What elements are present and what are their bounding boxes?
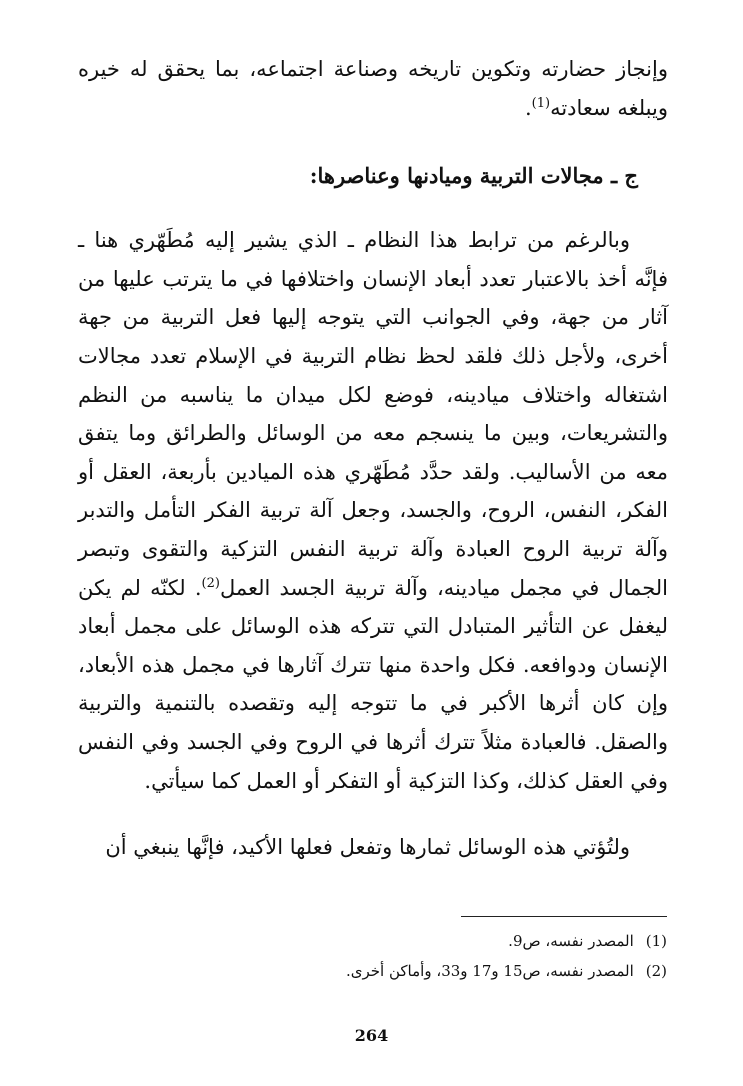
- footnote-divider: [461, 916, 667, 917]
- opening-paragraph-tail: .: [524, 95, 532, 120]
- footnote-2-number: (2): [645, 962, 667, 980]
- footnote-2-text: المصدر نفسه، ص15 و17 و33، وأماكن أخرى.: [346, 962, 634, 980]
- opening-paragraph-text: وإنجاز حضارته وتكوين تاريخه وصناعة اجتماعه، بما يحقق له خيره ويبلغه سعادته: [78, 57, 668, 120]
- page-number: 264: [354, 1026, 389, 1045]
- footnotes: [77, 926, 667, 986]
- footnote-2: [77, 956, 667, 986]
- page-body: [78, 50, 668, 867]
- footnote-1: [77, 926, 667, 956]
- section-heading: ج ـ مجالات التربية وميادنها وعناصرها:: [309, 163, 638, 189]
- opening-paragraph: [78, 50, 668, 127]
- footnote-1-number: (1): [645, 932, 667, 950]
- main-paragraph-part1: وبالرغم من ترابط هذا النظام ـ الذي يشير إليه مُطَهّري هنا ـ فإنَّه أخذ بالاعتبار تعدد أبعاد الإنسان واختلافها في ما يترتب عليها من آثار من جهة، وفي الجوانب التي يتوجه إليها فعل التربية من جهة أخرى، ولأجل ذلك فلقد لحظ نظام التربية في الإسلام تعدد مجالات اشتغاله واختلاف ميادينه، فوضع لكل ميدان ما يناسبه من النظم والتشريعات، وبين ما ينسجم معه من الوسائل والطرائق وما يتفق معه من الأساليب. ولقد حدَّد مُطَهّري هذه الميادين بأربعة، العقل أو الفكر، النفس، الروح، والجسد، وجعل آلة تربية الفكر التأمل والتدبر وآلة تربية الروح العبادة وآلة تربية النفس التزكية والتقوى وتبصر الجمال في مجمل ميادينه، وآلة تربية الجسد العمل: [78, 228, 668, 600]
- footnote-1-text: المصدر نفسه، ص9.: [508, 932, 634, 950]
- closing-paragraph: ولتُؤتي هذه الوسائل ثمارها وتفعل فعلها الأكيد، فإنَّها ينبغي أن: [105, 835, 630, 860]
- footnote-ref-1: (1): [531, 95, 551, 111]
- main-paragraph: [78, 221, 668, 800]
- main-paragraph-part2: . لكنّه لم يكن ليغفل عن التأثير المتبادل التي تتركه هذه الوسائل على مجمل أبعاد الإنسان ودوافعه. فكل واحدة منها تترك آثارها في مجمل هذه الأبعاد، وإن كان أثرها الأكبر في ما تتوجه إليه وتقصده بالتنمية والتربية والصقل. فالعبادة مثلاً تترك أثرها في الروح وفي الجسد وفي النفس وفي العقل كذلك، وكذا التزكية أو التفكر أو العمل كما سيأتي.: [78, 575, 668, 793]
- footnote-ref-2: (2): [201, 575, 220, 591]
